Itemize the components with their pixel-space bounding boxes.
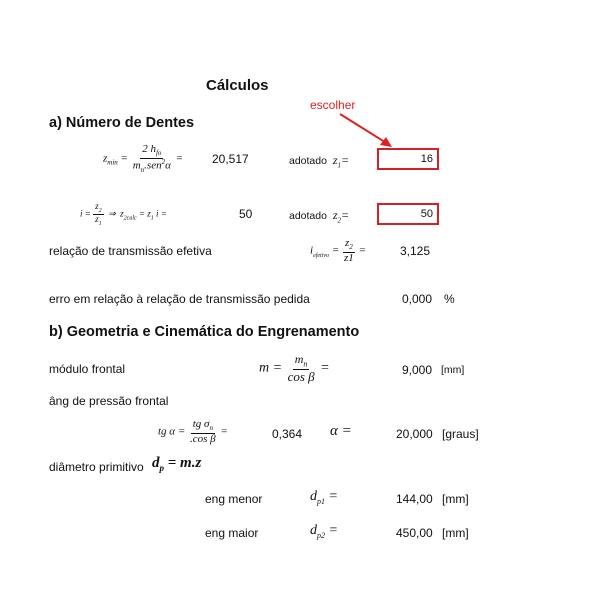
z1-input[interactable]: 16 bbox=[377, 148, 439, 170]
ratio-value: 50 bbox=[239, 207, 253, 221]
pressao-value-alpha: 20,000 bbox=[396, 427, 433, 441]
modulo-unit: [mm] bbox=[441, 364, 465, 376]
z1-adopted-label: adotado $z_1=$ bbox=[289, 153, 350, 170]
section-a-heading: a) Número de Dentes bbox=[49, 115, 195, 131]
dp2-formula: $d_{p2}$ = bbox=[310, 523, 338, 540]
modulo-value: 9,000 bbox=[402, 363, 433, 377]
eng-menor-label: eng menor bbox=[205, 492, 263, 506]
erro-unit: % bbox=[444, 292, 455, 306]
pressao-value-tg: 0,364 bbox=[272, 427, 303, 441]
modulo-label: módulo frontal bbox=[49, 362, 126, 376]
pressao-unit: [graus] bbox=[442, 427, 479, 441]
diametro-label: diâmetro primitivo bbox=[49, 460, 144, 474]
section-b-heading: b) Geometria e Cinemática do Engrenamento bbox=[49, 324, 360, 340]
erro-label: erro em relação à relação de transmissão pedida bbox=[49, 292, 310, 306]
eng-maior-unit: [mm] bbox=[442, 526, 469, 540]
efetiva-value: 3,125 bbox=[400, 244, 431, 258]
z2-adopted-label: adotado $z_2=$ bbox=[289, 208, 350, 225]
pressao-formula: tg α = $\frac{tg \sigma_n}{\text{.cos β}}$ = bbox=[158, 418, 228, 445]
erro-value: 0,000 bbox=[402, 292, 433, 306]
eng-menor-unit: [mm] bbox=[442, 492, 469, 506]
pressao-label: âng de pressão frontal bbox=[49, 394, 169, 408]
efetiva-formula: $i_{efetivo}$ = $\frac{z_2}{z1}$ = bbox=[310, 237, 366, 264]
eng-menor-value: 144,00 bbox=[396, 492, 433, 506]
efetiva-label: relação de transmissão efetiva bbox=[49, 244, 212, 258]
modulo-formula: m = $\frac{m_n}{\text{cos β}}$ = bbox=[259, 352, 330, 384]
zmin-formula: $z_{min}$ = $\frac{2 h_{fo}}{m_n.sen^2\alpha}$ = bbox=[103, 143, 184, 174]
diametro-formula: $d_p = m.z$ bbox=[152, 455, 202, 473]
alpha-symbol: α = bbox=[330, 423, 352, 439]
zmin-value: 20,517 bbox=[212, 152, 249, 166]
dp1-formula: $d_{p1}$ = bbox=[310, 489, 338, 506]
z2-input[interactable]: 50 bbox=[377, 203, 439, 225]
eng-maior-label: eng maior bbox=[205, 526, 259, 540]
ratio-formula: i = $\frac{z_2}{z_1}$ ⇒ $z_{2calc} = z_1$ i = bbox=[80, 201, 167, 227]
eng-maior-value: 450,00 bbox=[396, 526, 433, 540]
page-title: Cálculos bbox=[206, 77, 269, 94]
annotation-escolher: escolher bbox=[310, 98, 356, 112]
annotation-arrow bbox=[330, 110, 400, 152]
